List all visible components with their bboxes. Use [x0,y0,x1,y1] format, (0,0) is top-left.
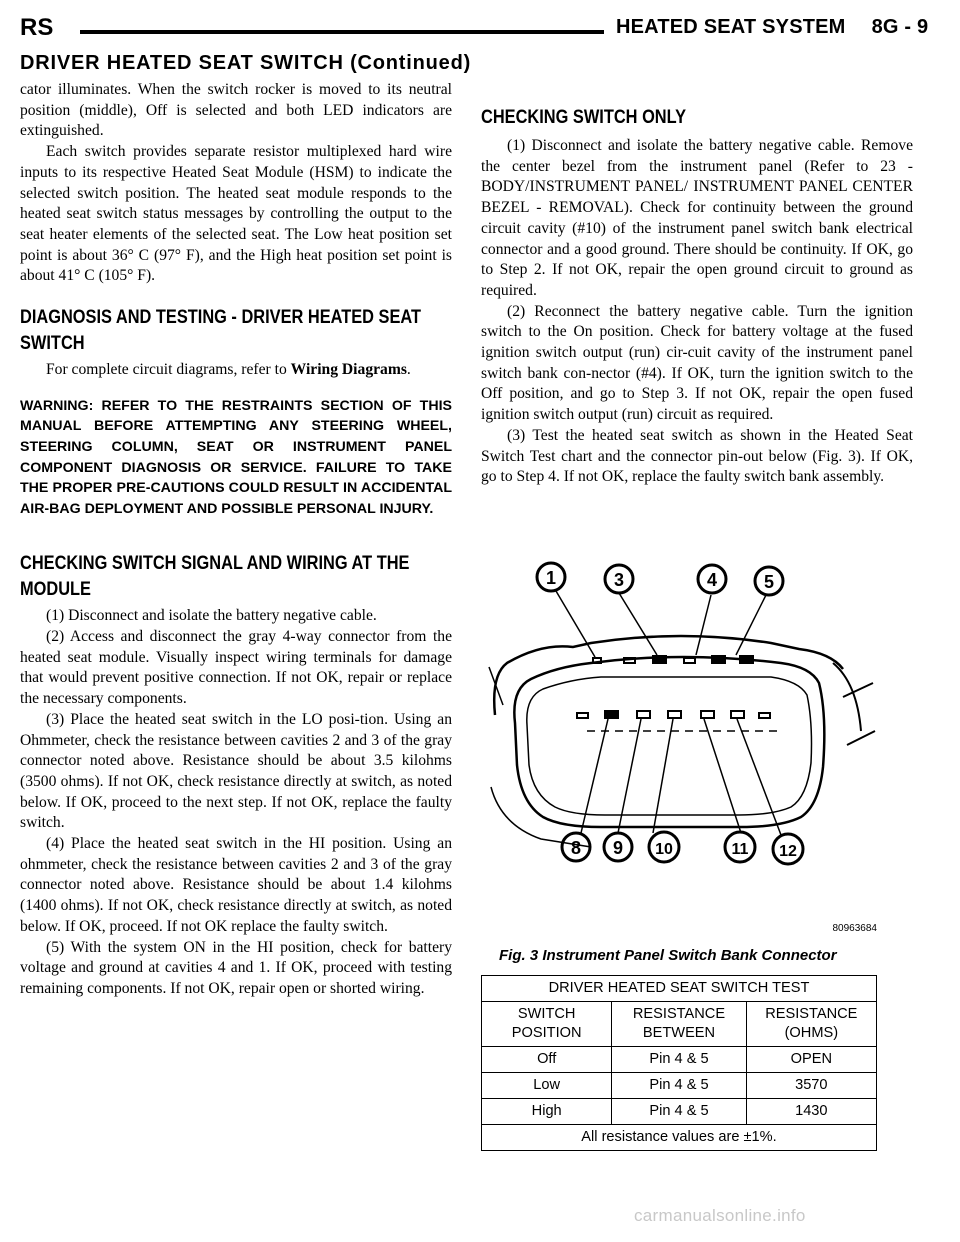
switch-test-table [481,975,877,1151]
paragraph: Each switch provides separate resistor multiplexed hard wire inputs to its respective Heated Seat Module (HSM) to indicate the selected switch position. The heated seat module responds to the heated seat switch status messages by controlling the output to the seat heater elements of the selected seat. The Low heat position set point is about 36° C (97° F), and the High heat position set point is about 41° C (105° F). [20,143,452,285]
pin-cavity-9 [637,711,650,718]
wiring-diagrams-reference: Wiring Diagrams [290,361,407,379]
callout-label: 3 [613,570,625,590]
table-row [482,1047,877,1073]
table-cell: Low [482,1073,612,1099]
watermark-link[interactable]: carmanualsonline.info [634,1206,806,1225]
connector-shell [489,636,875,847]
table-cell: High [482,1099,612,1125]
pin-cavity [684,658,695,663]
step-paragraph: (2) Access and disconnect the gray 4-way connector from the heated seat module. Visually inspect wiring terminals for damage that would prevent positive connection. If not OK, repair or replace the necessary components. [20,628,452,708]
text: For complete circuit diagrams, refer to [46,361,291,379]
table-footnote: All resistance values are ±1%. [482,1125,877,1151]
table-cell: 1430 [746,1099,876,1125]
step-paragraph: (3) Test the heated seat switch as shown in the Heated Seat Switch Test chart and the connector pin-out below (Fig. 3). If OK, go to Step 4. If not OK, replace the faulty switch bank assembly. [481,426,913,486]
check-switch-heading: CHECKING SWITCH ONLY [481,106,687,128]
page-number: 8G - 9 [871,16,929,38]
table-footnote-row [482,1125,877,1151]
pin-cavity [593,658,601,663]
warning-text: WARNING: REFER TO THE RESTRAINTS SECTION OF THIS MANUAL BEFORE ATTEMPTING ANY STEERING WHEEL, STEERING COLUMN, SEAT OR INSTRUMENT PANEL COMPONENT DIAGNOSIS OR SERVICE. FAILURE TO TAKE THE PROPER PRE-CAUTIONS COULD RESULT IN ACCIDENTAL AIR-BAG DEPLOYMENT AND POSSIBLE PERSONAL INJURY. [20,397,452,517]
pin-cavity-5 [740,656,753,663]
callout-label: 8 [570,838,582,858]
pin-cavity-10 [668,711,681,718]
table-cell: Pin 4 & 5 [612,1099,746,1125]
step-paragraph: (4) Place the heated seat switch in the HI position. Using an ohmmeter, check the resistance between cavities 2 and 3 of the gray connector noted above. Resistance should be about 1.4 kilohms (1400 ohms). If not OK, check resistance directly at switch, as noted below. If OK, proceed. If not OK replace the faulty switch. [20,835,452,935]
left-column [20,80,452,1000]
continued-heading: DRIVER HEATED SEAT SWITCH (Continued) [20,52,472,74]
callout-label: 11 [731,841,749,858]
diagnosis-heading: DIAGNOSIS AND TESTING - DRIVER HEATED SEAT SWITCH [20,306,422,355]
pin-cavity-3 [653,656,666,663]
step-paragraph: (5) With the system ON in the HI position, check for battery voltage and ground at cavities 4 and 1. If OK, proceed with testing remaining components. If not OK, repair open or shorted wiring. [20,938,452,997]
table-cell: Pin 4 & 5 [612,1047,746,1073]
step-paragraph: (3) Place the heated seat switch in the LO posi-tion. Using an Ohmmeter, check the resistance between cavities 2 and 3 of the gray connector noted above. Resistance should be about 3.5 kilohms (3500 ohms). If not OK, check resistance directly at switch, as noted below. If OK, proceed to the next step. If not OK, replace the faulty switch. [20,710,452,832]
table-row [482,1099,877,1125]
table-cell: 3570 [746,1073,876,1099]
paragraph: cator illuminates. When the switch rocker is moved to its neutral position (middle), Off is selected and both LED indicators are extinguished. [20,81,452,140]
pin-cavity-4 [712,656,725,663]
header-right [616,16,928,39]
header-rule [80,30,604,34]
table-title-row [482,976,877,1002]
callout-label: 4 [706,570,718,590]
table-row [482,1073,877,1099]
table-header-row [482,1002,877,1047]
callout-label: 1 [545,568,557,588]
header-cell: RESISTANCE (OHMS) [746,1002,876,1047]
pin-cavity [577,713,588,718]
table-title: DRIVER HEATED SEAT SWITCH TEST [482,976,877,1002]
table-cell: Pin 4 & 5 [612,1073,746,1099]
callout-label: 5 [763,572,775,592]
pin-cavity-12 [731,711,744,718]
header-cell: SWITCH POSITION [482,1002,612,1047]
step-paragraph: (2) Reconnect the battery negative cable. Turn the ignition switch to the On position. Check for battery voltage at the fused ignition switch output (run) cir-cuit cavity of the instrument panel switch bank con-nector (#4). If OK, turn the ignition switch to the Off position, and go to Step 3. If not OK, repair the open fused ignition switch output (run) circuit as required. [481,302,913,424]
figure-caption: Fig. 3 Instrument Panel Switch Bank Connector [499,947,837,964]
pin-cavity [759,713,770,718]
step-paragraph: (1) Disconnect and isolate the battery negative cable. Remove the center bezel from the instrument panel (Refer to 23 - BODY/INSTRUMENT PANEL/ INSTRUMENT PANEL CENTER BEZEL - REMOVAL). Check for continuity between the ground circuit cavity (#10) of the instrument panel switch bank electrical connector and a good ground. There should be continuity. If OK, go to Step 2. If not OK, repair the open ground circuit to ground as required. [481,137,913,299]
header-left-code: RS [20,14,54,41]
header-cell: RESISTANCE BETWEEN [612,1002,746,1047]
connector-figure [481,555,877,935]
callout-label: 12 [779,843,797,860]
table-cell: OPEN [746,1047,876,1073]
callout-label: 10 [655,841,673,858]
text: . [406,361,411,379]
check-module-heading: CHECKING SWITCH SIGNAL AND WIRING AT THE MODULE [20,552,410,601]
pin-cavity-11 [701,711,714,718]
callout-label: 9 [612,838,624,858]
paragraph [20,360,452,381]
right-column [481,106,913,488]
section-title: HEATED SEAT SYSTEM [616,16,846,38]
figure-code: 80963684 [832,923,877,934]
pin-cavity-8 [605,711,618,718]
table-cell: Off [482,1047,612,1073]
step-paragraph: (1) Disconnect and isolate the battery negative cable. [46,607,377,625]
